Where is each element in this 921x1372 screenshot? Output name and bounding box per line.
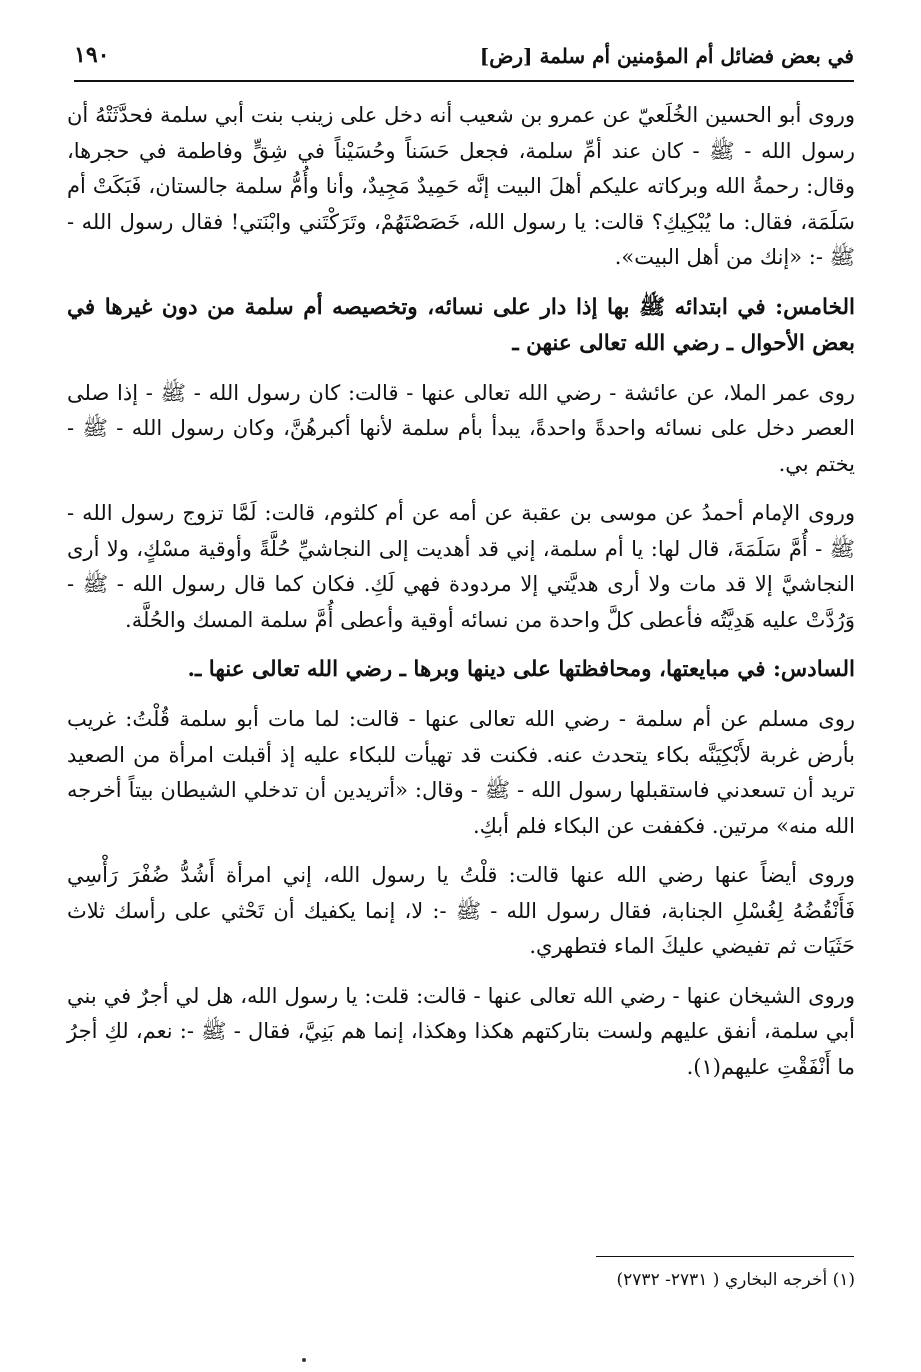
section-heading-sixth: السادس: في مبايعتها، ومحافظتها على دينها وبرها ـ رضي الله تعالى عنها ـ. bbox=[187, 657, 855, 682]
paragraph-ahmad-narration: وروى الإمام أحمدُ عن موسى بن عقبة عن أمه عن أم كلثوم، قالت: لَمَّا تزوج رسول الله - ﷺ - أُمَّ سَلَمَةَ، قال لها: يا أم سلمة، إني قد أهديت إلى النجاشيِّ حُلَّةً وأوقية مسْكٍ، ولا أرى النجاشيَّ إلا قد مات ولا أرى هديَّتي إلا مردودة فهي لَكِ. فكان كما قال رسول الله - ﷺ - وَرُدَّتْ عليه هَدِيَّتُه فأعطى كلَّ واحدة من نسائه أوقية وأعطى أُمَّ سلمة المسك والحُلَّة. bbox=[67, 501, 855, 632]
page-body bbox=[67, 98, 855, 1099]
paragraph-khulai-narration: وروى أبو الحسين الخُلَعيّ عن عمرو بن شعيب أنه دخل على زينب بنت أبي سلمة فحدَّثَتْهُ أن رسول الله - ﷺ - كان عند أمِّ سلمة، فجعل حَسَناً وحُسَيْناً في شِقٍّ وفاطمة في حجرها، وقال: رحمةُ الله وبركاته عليكم أهلَ البيت إنَّه حَمِيدٌ مَجِيدٌ، وأنا وأُمُّ سلمة جالستان، فَبَكَتْ أم سَلَمَة، فقال: ما يُبْكِيكِ؟ قالت: يا رسول الله، خَصَصْتَهُمْ، وتَرَكْتَني وابْنَتي! فقال رسول الله - ﷺ -: «إنك من أهل البيت». bbox=[67, 103, 855, 269]
scan-speck bbox=[302, 1358, 306, 1362]
section-heading-fifth: الخامس: في ابتدائه ﷺ بها إذا دار على نسائه، وتخصيصه أم سلمة من دون غيرها في بعض الأحوال ـ رضي الله تعالى عنهن ـ bbox=[67, 294, 855, 356]
paragraph-shaykhan-narration: وروى الشيخان عنها - رضي الله تعالى عنها - قالت: قلت: يا رسول الله، هل لي أجرٌ في بني أبي سلمة، أنفق عليهم ولست بتاركتهم هكذا وهكذا، إنما هم بَنِيَّ، فقال - ﷺ -: نعم، لكِ أجرُ ما أَنْفَقْتِ عليهم(١). bbox=[67, 983, 855, 1079]
paragraph-muslim-narration: روى مسلم عن أم سلمة - رضي الله تعالى عنها - قالت: لما مات أبو سلمة قُلْتُ: غريب بأرض غربة لأَبْكِيَنَّه بكاء يتحدث عنه. فكنت قد تهيأت للبكاء عليه إذ أقبلت امرأة من الصعيد تريد أن تسعدني فاستقبلها رسول الله - ﷺ - وقال: «أتريدين أن تدخلي الشيطان بيتاً أخرجه الله منه» مرتين. فكففت عن البكاء فلم أبكِ. bbox=[67, 707, 855, 838]
footnote: (١) أخرجه البخاري ( ٢٧٣١- ٢٧٣٢) bbox=[616, 1270, 855, 1290]
paragraph-ghusl-narration: وروى أيضاً عنها رضي الله عنها قالت: قلْتُ يا رسول الله، إني امرأة أَشُدُّ ضُفْرَ رَأْسِي فَأَنْقُضُهُ لِغُسْلِ الجنابة، فقال رسول الله - ﷺ -: لا، إنما يكفيك أن تَحْثي على رأسك ثلاث حَثَيَات ثم تفيضي عليكَ الماء فتطهري. bbox=[67, 863, 855, 958]
footnote-divider bbox=[596, 1256, 854, 1257]
page-number: ١٩٠ bbox=[74, 42, 110, 68]
paragraph-umar-almala-narration: روى عمر الملا، عن عائشة - رضي الله تعالى عنها - قالت: كان رسول الله - ﷺ - إذا صلى العصر دخل على نسائه واحدةً واحدةً، يبدأ بأم سلمة لأنها أكبرهُنَّ، وكان رسول الله - ﷺ - يختم بي. bbox=[67, 380, 855, 476]
header-title: في بعض فضائل أم المؤمنين أم سلمة [رض] bbox=[479, 44, 854, 68]
running-header bbox=[74, 40, 854, 82]
